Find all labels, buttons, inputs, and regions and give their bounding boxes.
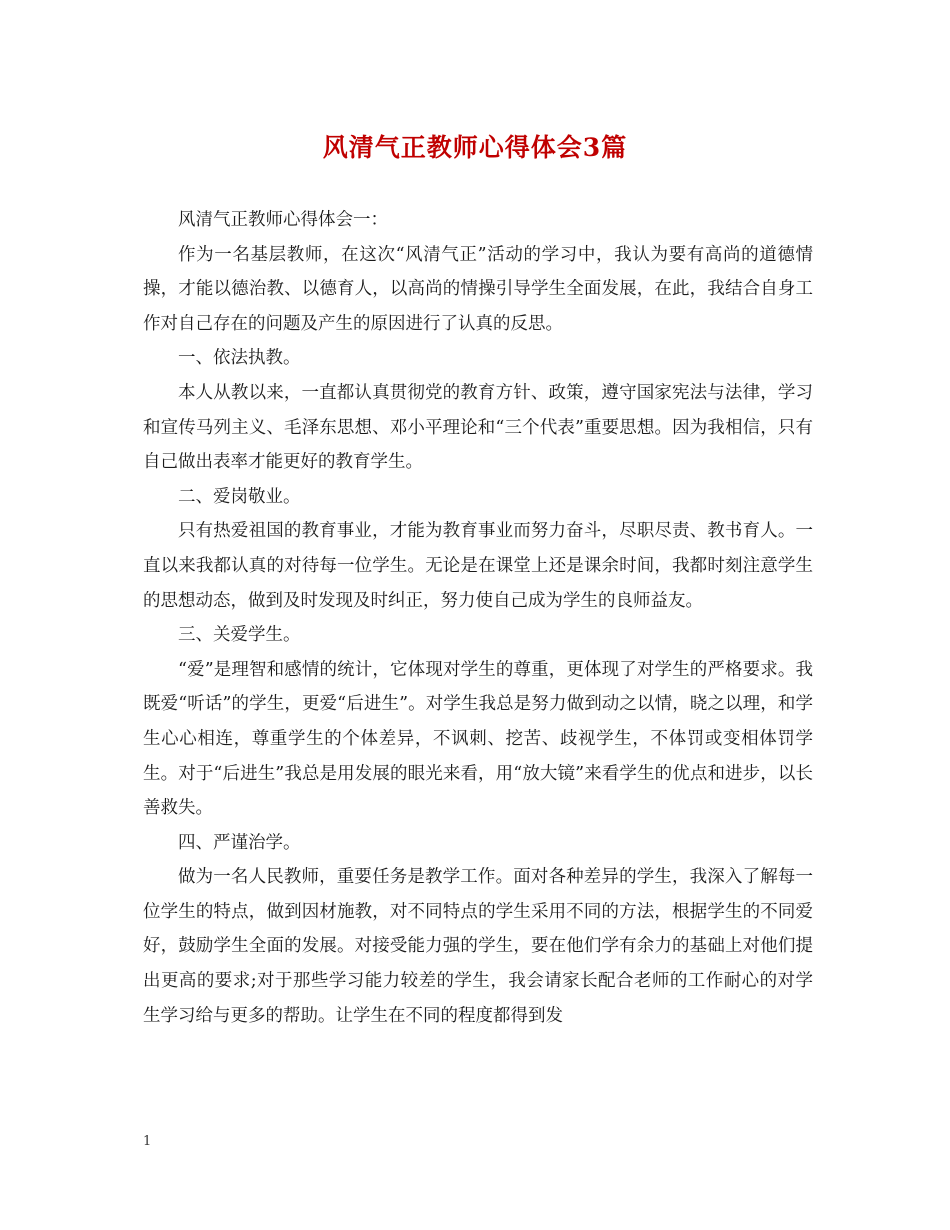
body-paragraph-law: 本人从教以来，一直都认真贯彻党的教育方针、政策，遵守国家宪法与法律，学习和宣传马列主义、毛泽东思想、邓小平理论和“三个代表”重要思想。因为我相信，只有自己做出表率才能更好的教育学生。 [143,382,813,473]
section-heading-essay-one: 风清气正教师心得体会一： [178,210,388,230]
section-heading-care: 三、关爱学生。 [178,625,301,646]
body-paragraph-dedication: 只有热爱祖国的教育事业，才能为教育事业而努力奋斗，尽职尽责、教书育人。一直以来我都认真的对待每一位学生。无论是在课堂上还是课余时间，我都时刻注意学生的思想动态，做到及时发现及时纠正，努力使自己成为学生的良师益友。 [143,521,813,611]
section-heading-law: 一、依法执教。 [178,348,301,369]
document-body [143,203,813,1033]
section-heading-rigor: 四、严谨治学。 [178,832,301,853]
document-title: 风清气正教师心得体会3篇 [322,133,628,162]
body-paragraph-intro: 作为一名基层教师，在这次“风清气正”活动的学习中，我认为要有高尚的道德情操，才能以德治教、以德育人，以高尚的情操引导学生全面发展，在此，我结合自身工作对自己存在的问题及产生的原因进行了认真的反思。 [143,244,813,334]
body-paragraph-care: “爱”是理智和感情的统计，它体现对学生的尊重，更体现了对学生的严格要求。我既爱“听话”的学生，更爱“后进生”。对学生我总是努力做到动之以情，晓之以理，和学生心心相连，尊重学生的个体差异，不讽刺、挖苦、歧视学生，不体罚或变相体罚学生。对于“后进生”我总是用发展的眼光来看，用“放大镜”来看学生的优点和进步，以长善救失。 [143,659,813,819]
page-number: 1 [143,1134,152,1149]
body-paragraph-rigor: 做为一名人民教师，重要任务是教学工作。面对各种差异的学生，我深入了解每一位学生的特点，做到因材施教，对不同特点的学生采用不同的方法，根据学生的不同爱好，鼓励学生全面的发展。对接受能力强的学生，要在他们学有余力的基础上对他们提出更高的要求;对于那些学习能力较差的学生，我会请家长配合老师的工作耐心的对学生学习给与更多的帮助。让学生在不同的程度都得到发 [143,867,813,1026]
section-heading-dedication: 二、爱岗敬业。 [178,486,301,507]
